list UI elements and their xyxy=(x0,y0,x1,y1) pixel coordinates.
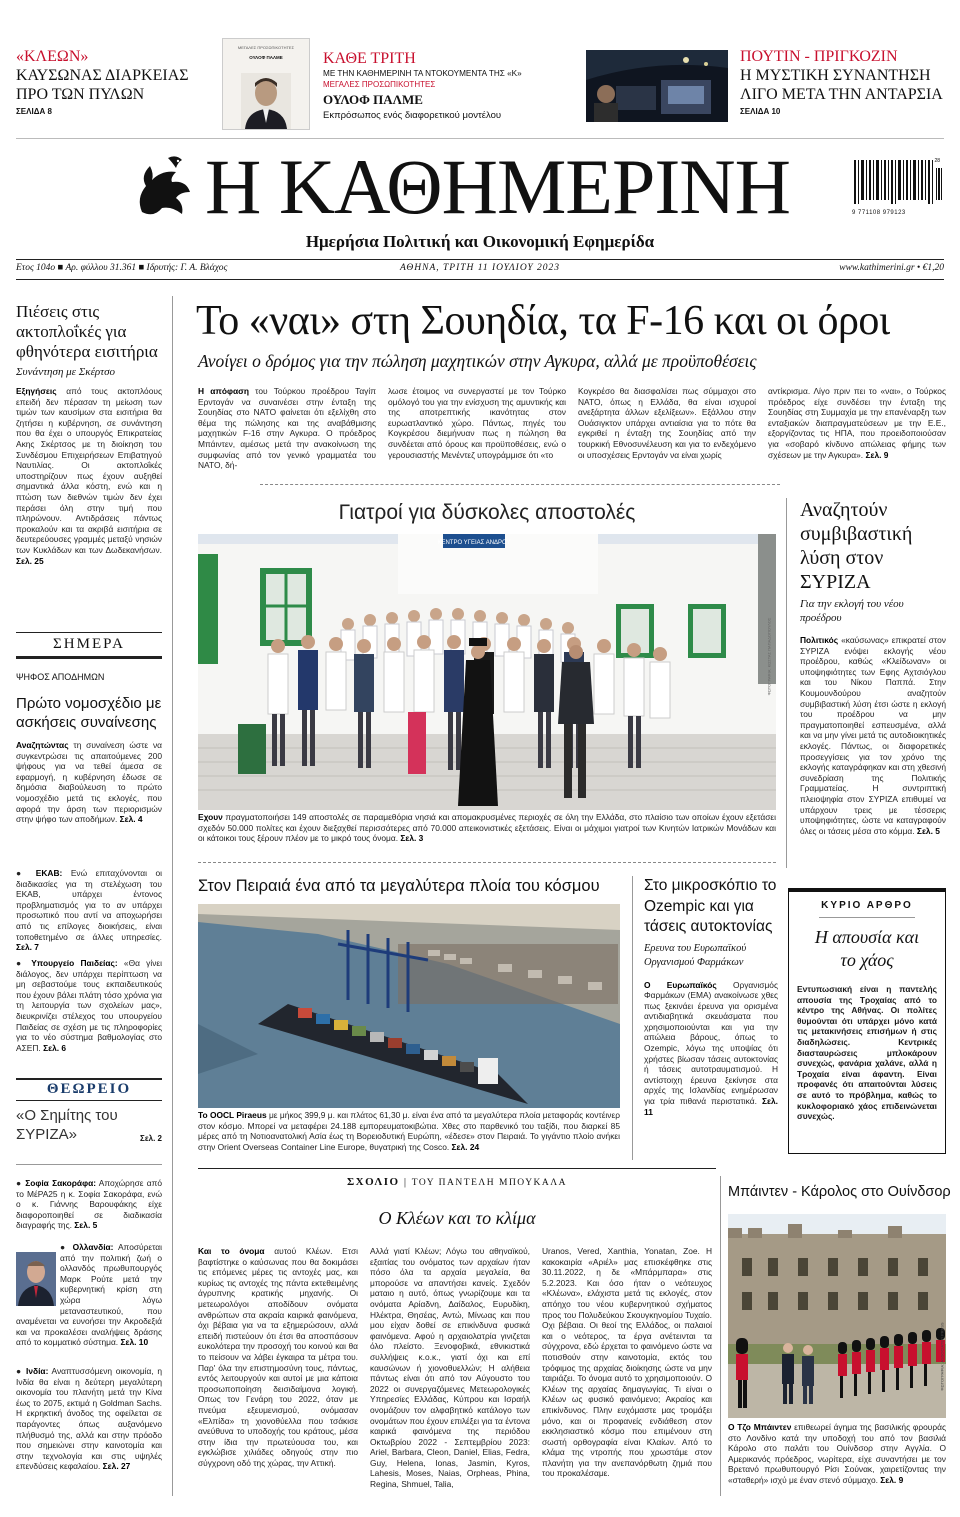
column-col-3: Uranos, Vered, Xanthia, Yonatan, Zoe. Η κακοκαιρία «Αριέλ» μας επισκέφθηκε στις 30.11.2022, η δε «Μπάρμπαρα» στις 5.2.2023. Και όσο ήταν ο νεότευχος «Κλέωνα», ελάχιστα μετά τις εκλογές, στον απόηχο του νέου κυβερνητικού σχήματος προς του Πολυδεύκου Σκουγκηνομίου Τυχαίο. Οχι βέβαια. Οι θεοί της Ελλάδος, οι παλαιοί και ο νεότερος, τα έργα ανέτεινται τα σύγχρονα, εδώ έρχεται το φαινόμενο ώστε να ποτισθούν στην καινοτομία, εκτός του τρόφιμος της αρχαίας διοίκησης ώστε να μην ταιριάζει. Το όνομα αυτό το χρησιμοποιούν. Ο Κλέων της αρχαίας δημαγωγίας. Τι είναι ο Κλέων ως φυσικό φαινόμενο; Ακραίος και επικίνδυνος. Πλην ευχόμαστε μας τρομάξει μόνο, και οι προφανείς ενδιάθεση στον εκκλησιαστικό κόσμο που επιμένουν στη σωστή ορθογραφία είναι Κλαίων. Από το κλάμα της ντροπής που χρωστάμε στον πλανήτη για την ανεπανόρθωτη ζημιά που του προκαλέσαμε. xyxy=(542,1246,712,1479)
royal-headline[interactable]: Μπάιντεν - Κάρολος στο Ουίνδσορ xyxy=(728,1184,951,1200)
ship-headline[interactable]: Στον Πειραιά ένα από τα μεγαλύτερα πλοία του κόσμου xyxy=(198,877,600,895)
brief-item[interactable]: ● Σοφία Σακοράφα: Αποχώρησε από το ΜέΡΑ25 η κ. Σοφία Σακοράφα, ενώ ο κ. Γιάννης Βαρουφάκης είχε διαφοροποιηθεί σε διαδικασία διαγραφής της. Σελ. 5 xyxy=(16,1178,162,1231)
article-lead: Πολιτικός xyxy=(800,635,839,645)
article-headline: Πρώτο νομοσχέδιο με ασκήσεις συναίνεσης xyxy=(16,695,162,731)
column-label: ΣΧΟΛΙΟ | ΤΟΥ ΠΑΝΤΕΛΗ ΜΠΟΥΚΑΛΑ xyxy=(346,1176,568,1188)
article-headline: «Ο Σημίτης του ΣΥΡΙΖΑ» xyxy=(16,1107,118,1143)
article-body xyxy=(800,635,946,859)
brief-text: Αναπτυσσόμενη οικονομία, η Ινδία θα είναι η δεύτερη μεγαλύτερη οικονομία του πλανήτη μετά την Κίνα έως το 2075, εκτιμά η Goldman Sachs. Η εκρηκτική άνοδος της οφείλεται σε παράγοντες όπως αυξανόμενο πλήθυσμό της, αλλά και στην πρόοδο που σημειώνει στην καινοτομία και στην τεχνολογία και στις υψηλές επενδύσεις κεφαλαίου. xyxy=(16,1366,162,1472)
brief-text: Ενώ επιταχύνονται οι διαδικασίες για τη στελέχωση του ΕΚΑΒ, υπάρχει έντονος προβληματισμός για το αν υπάρχει προσωπικό που αντί να αποχωρήσει από τις επίλογες διοικήσεις, είναι τοποθετημένο σε άλλες υπηρεσίες. xyxy=(16,868,162,942)
article-lead: Εξηγήσεις xyxy=(16,386,57,396)
teaser-page: ΣΕΛΙΔΑ 10 xyxy=(740,107,781,116)
article-ozempic[interactable] xyxy=(644,876,778,1126)
teaser-subtitle: Εκπρόσωπος ενός διαφορετικού μοντέλου xyxy=(323,110,502,121)
teaser-putin[interactable] xyxy=(740,48,950,116)
teaser-heatwave[interactable] xyxy=(16,48,206,116)
photo-credit: ΦΩΤΟΓΡΑΦΙΑ: ΚΩΣΤΑΣ ΠΑΠΑΔΟΠΟΥΛΟΣ xyxy=(766,617,772,696)
section-today: ΣΗΜΕΡΑ xyxy=(53,636,125,652)
masthead-title: Η ΚΑΘΗΜΕΡΙΝΗ xyxy=(205,143,790,230)
brief-lead: Ολλανδία: xyxy=(72,1242,114,1252)
portrait-illustration xyxy=(241,73,291,129)
photo-credit: ΦΩΤΟΓΡΑΦΙΑ: ASSOCIATED PRESS xyxy=(939,1322,945,1391)
dateline-issue: Ετος 104ο ■ Αρ. φύλλου 31.361 ■ Ιδρυτής: Γ. Α. Βλάχος xyxy=(16,263,228,273)
teaser-title: ΟΥΛΟΦ ΠΑΛΜΕ xyxy=(323,92,423,107)
doctors-group-photo xyxy=(198,534,776,810)
page-ref: Σελ. 25 xyxy=(16,555,44,566)
page-ref: Σελ. 3 xyxy=(400,833,424,844)
article-subhead: Συνάντηση με Σκέρτσο xyxy=(16,366,116,378)
barcode-issue: 28 xyxy=(934,158,940,164)
rutte-photo xyxy=(16,1252,56,1306)
dateline-web-price: www.kathimerini.gr • €1,20 xyxy=(839,263,944,273)
brief-lead: Σοφία Σακοράφα: xyxy=(25,1178,97,1188)
lead-subhead: Ανοίγει ο δρόμος για την πώληση μαχητικών στην Αγκυρα, αλλά με προϋποθέσεις xyxy=(198,351,757,371)
dateline-date: ΑΘΗΝΑ, ΤΡΙΤΗ 11 ΙΟΥΛΙΟΥ 2023 xyxy=(400,263,560,273)
brief-item[interactable]: ● ΕΚΑΒ: Ενώ επιταχύνονται οι διαδικασίες για τη στελέχωση του ΕΚΑΒ, υπάρχει έντονος προβληματισμός για το αν υπάρχει προσωπικό που αντί να αποχωρήσει από τις επίλογες διοικήσεις, είναι τοποθετημένο σε άλλες υπηρεσίες. Σελ. 7 xyxy=(16,868,162,952)
page-ref: Σελ. 10 xyxy=(120,1337,149,1348)
editorial-box[interactable] xyxy=(788,888,946,1154)
brief-lead: Ινδία: xyxy=(26,1366,49,1376)
article-subhead: Ερευνα του Ευρωπαϊκού Οργανισμού Φαρμάκων xyxy=(644,942,747,968)
editorial-headline: Η απουσία και το χάος xyxy=(814,927,920,970)
editorial-label: ΚΥΡΙΟ ΑΡΘΡΟ xyxy=(821,900,913,911)
article-ferries[interactable] xyxy=(16,302,162,576)
lead-column-2: λωσε έτοιμος να συνεργαστεί με τον Τούρκο ομόλογό του για την ενίσχυση της αμυντικής και της αποτρεπτικής ικανότητας στον ευρωατλαντικό χώρο. Πάντως, πηγές του Κογκρέσου διεμήνυαν πως η πώληση θα συνδέεται από όρους και προϋποθέσεις, ενώ ο γερουσιαστής Μενέντεζ υπογράμμισε ότι «το xyxy=(388,386,566,460)
article-syriza[interactable] xyxy=(800,498,946,859)
brief-lead: Υπουργείο Παιδείας: xyxy=(31,958,118,968)
masthead-subtitle: Ημερήσια Πολιτική και Οικονομική Εφημερίδα xyxy=(305,232,655,251)
page-ref: Σελ. 4 xyxy=(119,814,143,825)
news-briefs xyxy=(16,868,162,1072)
teaser-title: Η ΜΥΣΤΙΚΗ ΣΥΝΑΝΤΗΣΗ ΛΙΓΟ ΜΕΤΑ ΤΗΝ ΑΝΤΑΡΣΙΑ xyxy=(740,67,943,103)
lead-column-4 xyxy=(768,386,946,472)
griffin-logo-icon xyxy=(132,152,194,220)
barcode xyxy=(852,160,944,218)
brief-text: Αποσύρεται από την πολιτική ζωή ο ολλανδός πρωθυπουργός Μαρκ Ρούτε μετά την κυβερνητική κρίση στη χώρα λόγω μεταναστευτικού, που αναμένεται να ευνοήσει την Ακροδεξιά και να προκαλέσει αναλήψεις δράσης από το κομματικό σύστημα. xyxy=(16,1242,162,1348)
brief-item[interactable]: ● Ινδία: Αναπτυσσόμενη οικονομία, η Ινδία θα είναι η δεύτερη μεγαλύτερη οικονομία του πλανήτη μετά την Κίνα έως το 2075, εκτιμά η Goldman Sachs. Η εκρηκτική άνοδος της οφείλεται σε παράγοντες όπως αυξανόμενο πλήθυσμό της, αλλά και στην πρόοδο που σημειώνει στην καινοτομία και στην τεχνολογία και στις υψηλές επενδύσεις κεφαλαίου. Σελ. 27 xyxy=(16,1366,162,1472)
article-text: του Τούρκου προέδρου Ταγίπ Ερντογάν να συναινέσει στην ένταξη της Σουηδίας στο ΝΑΤΟ φαίνεται ότι εξελίχθη στο θέμα της πώλησης και της αναβάθμισης μαχητικών F-16 στην Αγκυρα. Ο πρόεδρος Μπάιντεν, αμέσως μετά την ανακοίνωση της συμφωνίας από τον γενικό γραμματέα του ΝΑΤΟ, δή- xyxy=(198,386,376,471)
caption-text: με μήκος 399,9 μ. και πλάτος 61,30 μ. είναι ένα από τα μεγαλύτερα πλοία μεταφοράς κοντέινερ στον κόσμο. Μπορεί να μεταφέρει 24.188 εμπορευματοκιβώτια. Χθες στο παρθενικό του ταξίδι, που διαρκεί 85 μέρες από τη Νοτιοανατολική Ασία έως τη Βορειοδυτική Ευρώπη, «έδεσε» στον Πειραιά. Το γιγάντιο πλοίο ανήκει στην Orient Overseas Container Line Europe, θυγατρική της Cosco. xyxy=(198,1110,620,1152)
page-ref: Σελ. 6 xyxy=(43,1042,67,1053)
caption-lead: Το OOCL Piraeus xyxy=(198,1110,267,1120)
page-ref: Σελ. 7 xyxy=(16,942,39,952)
article-text: τη συναίνεση ώστε να συγκεντρώσει τις απαιτούμενες 200 ψήφους για να τεθεί άμεσα σε εφαρμογή, η κυβέρνηση έδωσε σε δημόσια διαβούλευση το πρώτο νομοσχέδιο μετά τις εκλογές, που αφορά την άρση των περιορισμών στην ψήφο των αποδήμων. xyxy=(16,740,162,825)
teaser-kicker: ΠΟΥΤΙΝ - ΠΡΙΓΚΟΖΙΝ xyxy=(740,48,898,65)
page-ref: Σελ. 11 xyxy=(644,1096,778,1117)
article-lead: Αναζητώντας xyxy=(16,740,69,750)
column-col-2: Αλλά γιατί Κλέων; Λόγω του αθηναϊκού, εξαιτίας του ονόματος των αρχαίων ήταν πόσο όλα τα αρχαία μεγαλεία, θα μπορούσε να απαντήσει κανείς. Σχεδόν ματαιο η αυτό, όπως γνωρίζουμε και τα ονόματα Αρίαδνη, Δαίδαλος, Ευρυδίκη, Ηλέκτρα, Θησέας, Αντώ, Μίνωας και που μου είχαν δοθεί σε επικίνδυνα φυσικά φαινόμενα. Αφού η αρχαιολατρία γινιζεται όλο πλείστο. Ξενοφοβικά, εθνικιστικά συλλήψεις κ.ο.κ., γιατί όχι και επί καυσώνων ή χιονοθυελλών; Η αλήθεια πάντως είναι ότι από τον Αύγουστο του 2022 οι συνεργαζόμενες Μετεωρολογικές Υπηρεσίες Ελλάδας, Κύπρου και Ισραήλ ονομάζουν τον αλφαβητικό κατάλογο των ονομάτων που έχουν επιλέξει για τα έντονα καιρικά φαινόμενα της περιόδου Οκτωβρίου 2022 - Σεπτεμβρίου 2023: Ariel, Barbara, Cleon, Daniel, Elias, Fedra, Guy, Helena, Ionas, Jasmin, Kyros, Lahesis, Moses, Naias, Orpheas, Phina, Regina, Shmuel, Talia, xyxy=(370,1246,530,1490)
article-diaspora-vote[interactable] xyxy=(16,672,162,836)
book-cover-title: ΟΥΛΟΦ ΠΑΛΜΕ xyxy=(249,55,283,60)
teaser-line: ΜΕ ΤΗΝ ΚΑΘΗΜΕΡΙΝΗ ΤΑ ΝΤΟΚΟΥΜΕΝΤΑ ΤΗΣ «Κ» xyxy=(323,69,522,78)
brief-text: «Θα γίνει διάλογος, δεν υπάρχει περίπτωση να μη σεβαστούμε τους εκπαιδευτικούς που έχουν βάλει πλάτη τόσο χρόνια για τη λειτουργία των σχολείων μας», διευκρινίζει στέλεχος του υπουργείου Παιδείας σε σχέση με τις πληροφορίες για το νέο σύστημα βαθμολογίας στο ΑΣΕΠ. xyxy=(16,958,162,1053)
brief-item[interactable]: ● Ολλανδία: Αποσύρεται από την πολιτική ζωή ο ολλανδός πρωθυπουργός Μαρκ Ρούτε μετά την κυβερνητική κρίση στη χώρα λόγω μεταναστευτικού, που αναμένεται να ευνοήσει την Ακροδεξιά και να προκαλέσει αναλήψεις δράσης από το κομματικό σύστημα. Σελ. 10 xyxy=(16,1242,162,1348)
brief-text: Αποχώρησε από το ΜέΡΑ25 η κ. Σοφία Σακοράφα, ενώ ο κ. Γιάννης Βαρουφάκης είχε διαφοροποιηθεί σε διαδικασία διαγραφής της. xyxy=(16,1178,162,1231)
putin-prigozhin-photo xyxy=(586,50,728,122)
teaser-title: ΚΑΥΣΩΝΑΣ ΔΙΑΡΚΕΙΑΣ ΠΡΟ ΤΩΝ ΠΥΛΩΝ xyxy=(16,67,189,103)
article-text: αυτού Κλέων. Ετσι βαφτίστηκε ο καύσωνας που θα δοκιμάσει τις επόμενες μέρες τις αντοχές μας, και κυρίως τις αντοχές της πάντα εκτεθειμένης άγρυπνης κρατικής μηχανής. Οι μετεωρολόγοι αποδίδουν ονόματα ανθρώπων στα ακραία καιρικά φαινόμενα, όχι βέβαια για να τα εξημερώσουν, αλλά επειδή πιστεύουν ότι έτσι θα αποσπάσουν ευκολότερα την προσοχή του κοινού και θα το πείσουν να λάβει έγκαιρα τα μέτρα του. Παρ' όλα την επιστημοσύνη τους, πάντως, εντός λειτουργούν και αυτοί με μια κάποια προσωποποίηση δεισιδαίμονα λογική. Οπως τον Γενάρη του 2022, όταν με πνεύμα εξευμενισμού, ονόμασαν «Ελπίδα» τη χιονοθύελλα που τσάκισε ανεύθυνα το υποδοχής του κράτους, μέσα στην ίδια την πρωτεύουσα του, και εγκλώβισε χιλιάδες οδηγούς στην πιο σύγχρονη οδό της χώρας, την Αττική. xyxy=(198,1246,358,1468)
lead-column-3: Κογκρέσο θα διασφαλίσει πως σύμμαχοι στο ΝΑΤΟ, όπως η Ελλάδα, θα είναι ισχυροί ανεξάρτητα άλλων εξελίξεων». Εξάλλου στην Ουάσιγκτον υπάρχει αντιαίσια για το πότε θα εγκριθεί η ένταξη της Σουηδίας από την τουρκική Εθνοσυνέλευση και για το ενδεχόμενο οι υποσχέσεις Ερντογάν να είναι χωρίς xyxy=(578,386,756,460)
article-lead: Και το όνομα xyxy=(198,1246,265,1256)
article-text: «καύσωνας» επικρατεί στον ΣΥΡΙΖΑ ενόψει εκλογής νέου προέδρου, καθώς «Κλείδωναν» οι υποψηφιότητες των Εφης Αχτσιόγλου και του Νίκου Παππά. Στην Κουμουνδούρου αναζητούν συμβιβαστική λύση έτσι ώστε η εκλογή του προέδρου να μην πραγματοποιηθεί εσπευσμένα, αλλά και να μην γίνει μετά τις αυτοδιοικητικές εκλογές. Πάντως, οι διαφορετικές προσεγγίσεις για τον χρόνο της εκλογής καταγράφηκαν και στη χθεσινή συνεδρίαση της Πολιτικής Γραμματείας. Η συντριπτική πλειοψηφία στον ΣΥΡΙΖΑ επιθυμεί να υπάρχουν τρεις με τέσσερις υποψηφιότητες, ώστε να καταγραφούν όλες οι τάσεις μέσα στο κόμμα. xyxy=(800,635,946,836)
lead-column-1 xyxy=(198,386,376,472)
column-label-text: ΣΧΟΛΙΟ xyxy=(346,1176,400,1188)
news-briefs-2 xyxy=(16,1178,162,1480)
article-text: αντίκρισμα. Λίγο πριν πει το «ναι», ο Τούρκος πρόεδρος είχε συνδέσει την ένταξη της Σουηδίας στη Συμμαχία με την επανέναρξη των ενταξιακών διαπραγματεύσεων με την Ε.Ε., εξοργίζοντας τις ΗΠΑ, που προειδοποιούσαν για «σοβαρό κίνδυνο απώλειας φήμης των σχέσεων με την Αγκυρα». xyxy=(768,386,946,460)
caption-lead: Ο Τζο Μπάιντεν xyxy=(728,1422,792,1432)
brief-item[interactable]: ● Υπουργείο Παιδείας: «Θα γίνει διάλογος, δεν υπάρχει περίπτωση να μη σεβαστούμε τους εκπαιδευτικούς που έχουν βάλει πλάτη τόσο χρόνια για τη λειτουργία των σχολείων μας», διευκρινίζει στέλεχος του υπουργείου Παιδείας σε σχέση με τις πληροφορίες για το νέο σύστημα βαθμολογίας στο ΑΣΕΠ. Σελ. 6 xyxy=(16,958,162,1053)
windsor-photo xyxy=(728,1214,946,1418)
doctors-headline[interactable]: Γιατροί για δύσκολες αποστολές xyxy=(338,501,636,524)
royal-caption xyxy=(728,1422,946,1494)
article-text: από τους ακτοπλόους επειδή δεν πέρασαν τη μείωση των τιμών των καυσίμων στα εισιτήρια θα ζητήσει η κυβέρνηση, σε συνάντηση που θα έχει ο υπουργός Επικρατείας Ακης Σκέρτσος με τη διοίκηση του Συνδέσμου Επιχειρήσεων Επιβατηγού Ναυτιλίας. Οι ακτοπλοΐκές υποστηρίζουν πως έχουν αυξηθεί σημαντικά άλλα κόστη, ενώ και η πτώση των διεθνών τιμών δεν έχει περάσει όλη στην τιμή που πληρώνουν. Αντιδράσεις πάντως προκαλούν και τα ακριβά εισιτήρια σε δευτερεύουσες γραμμές μεταξύ νησιών των Κυκλάδων και των Δωδεκανήσων. xyxy=(16,386,162,555)
column-author: ΤΟΥ ΠΑΝΤΕΛΗ ΜΠΟΥΚΑΛΑ xyxy=(411,1178,568,1188)
editorial-body: Εντυπωσιακή είναι η παντελής απουσία της Τροχαίας από το κέντρο της Αθήνας. Οι πολίτες θυμούνται ότι υπάρχει μόνο κατά τις μετακινήσεις επισήμων ή στις διαδηλώσεις. Κεντρικές διασταυρώσεις μπλοκάρουν συνεχώς, φανάρια χαλάνε, αλλά η Τροχαία είναι άφαντη. Είναι προφανές ότι απαιτούνται λύσεις σε αυτό το πρόβλημα, καθώς το κυκλοφοριακό χάος επιδεινώνεται συνεχώς. xyxy=(797,984,937,1122)
article-headline: Αναζητούν συμβιβαστική λύση στον ΣΥΡΙΖΑ xyxy=(800,499,913,593)
clinic-sign: ΚΕΝΤΡΟ ΥΓΕΙΑΣ ΑΝΔΡΟΥ xyxy=(437,540,511,546)
page-ref: Σελ. 2 xyxy=(140,1134,162,1143)
page-ref: Σελ. 9 xyxy=(865,449,889,460)
doctors-caption xyxy=(198,812,776,846)
teaser-kicker: «ΚΛΕΩΝ» xyxy=(16,48,89,65)
caption-text: πραγματοποιήσει 149 αποστολές σε παραμεθόρια νησιά και απομακρυσμένες περιοχές σε όλη την Ελλάδα, στο πλαίσιο των οποίων έχουν εξετάσει σχεδόν 50.000 πολίτες και έχουν διεξαχθεί περισσότερες από 70.000 απεικονιστικές εξετάσεις. Είναι οι μάχιμοι γιατροί των Κινητών Ιατρικών Μονάδων και οι κάτοικοι τους ξέρουν πλέον με το μικρό τους όνομα. xyxy=(198,812,776,844)
column-col-1 xyxy=(198,1246,358,1494)
lead-headline[interactable]: Το «ναι» στη Σουηδία, τα F-16 και οι όροι xyxy=(196,298,890,344)
ship-caption xyxy=(198,1110,620,1156)
article-kicker: ΨΗΦΟΣ ΑΠΟΔΗΜΩΝ xyxy=(16,672,105,682)
article-headline: Στο μικροσκόπιο το Ozempic και για τάσεις αυτοκτονίας xyxy=(644,877,777,935)
teaser-palme[interactable] xyxy=(323,50,563,121)
article-lead: Η απόφαση xyxy=(198,386,249,396)
caption-lead: Εχουν xyxy=(198,812,223,822)
brief-lead: ΕΚΑΒ: xyxy=(35,868,63,878)
section-theory: ΘΕΩΡΕΙΟ xyxy=(46,1081,132,1097)
teaser-line: ΜΕΓΑΛΕΣ ΠΡΟΣΩΠΙΚΟΤΗΤΕΣ xyxy=(323,80,436,89)
container-ship-photo xyxy=(198,904,620,1108)
article-subhead: Για την εκλογή του νέου προέδρου xyxy=(800,598,904,624)
article-body xyxy=(16,386,162,576)
teaser-kicker: ΚΑΘΕ ΤΡΙΤΗ xyxy=(323,50,416,67)
page-ref: Σελ. 27 xyxy=(102,1461,131,1472)
teaser-page: ΣΕΛΙΔΑ 8 xyxy=(16,107,52,116)
article-body xyxy=(16,740,162,836)
page-ref: Σελ. 5 xyxy=(916,825,940,836)
page-ref: Σελ. 5 xyxy=(74,1220,98,1231)
article-text: Οργανισμός Φαρμάκων (ΕΜΑ) ανακοίνωσε χθες πως ξεκινάει έρευνα για ορισμένα αντιδιαβητικά σκευάσματα που χρησιμοποιούνται και για την απώλεια βάρους, όπως το Ozempic, λόγω της υποψίας ότι χρήστες βίωσαν τάσεις αυτοκτονίας ή τάσεις αυτοτραυματισμού. Η αντίστοιχη έρευνα ξεκίνησε στα αρχές της Ισλανδίας ενημέρωσαν για τρία πιθανά περιστατικά. xyxy=(644,979,778,1107)
article-lead: Ο Ευρωπαϊκός xyxy=(644,979,717,990)
article-body xyxy=(644,980,778,1126)
article-theory[interactable] xyxy=(16,1106,162,1143)
caption-text: επιθεωρεί άγημα της βασιλικής φρουράς στο Λονδίνο κατά την υποδοχή του από τον βασιλιά Κάρολο στο παλάτι του Ουίνδσορ στην Αγγλία. Ο Αμερικανός πρόεδρος, νωρίτερα, είχε συναντήσει με τον Βρετανό πρωθυπουργό Ρίσι Σούνακ, χαιρετίζοντας την «σταθερή» ισχύ με έναν στενό σύμμαχο. xyxy=(728,1422,946,1485)
column-headline[interactable]: Ο Κλέων και το κλίμα xyxy=(378,1208,536,1228)
barcode-number: 9 771108 979123 xyxy=(852,210,906,216)
book-cover-thumbnail: ΜΕΓΑΛΕΣ ΠΡΟΣΩΠΙΚΟΤΗΤΕΣ ΟΥΛΟΦ ΠΑΛΜΕ xyxy=(222,38,310,130)
page-ref: Σελ. 9 xyxy=(880,1474,904,1485)
page-ref: Σελ. 24 xyxy=(451,1141,480,1152)
article-headline: Πιέσεις στις ακτοπλοΐκές για φθηνότερα εισιτήρια xyxy=(16,302,158,361)
